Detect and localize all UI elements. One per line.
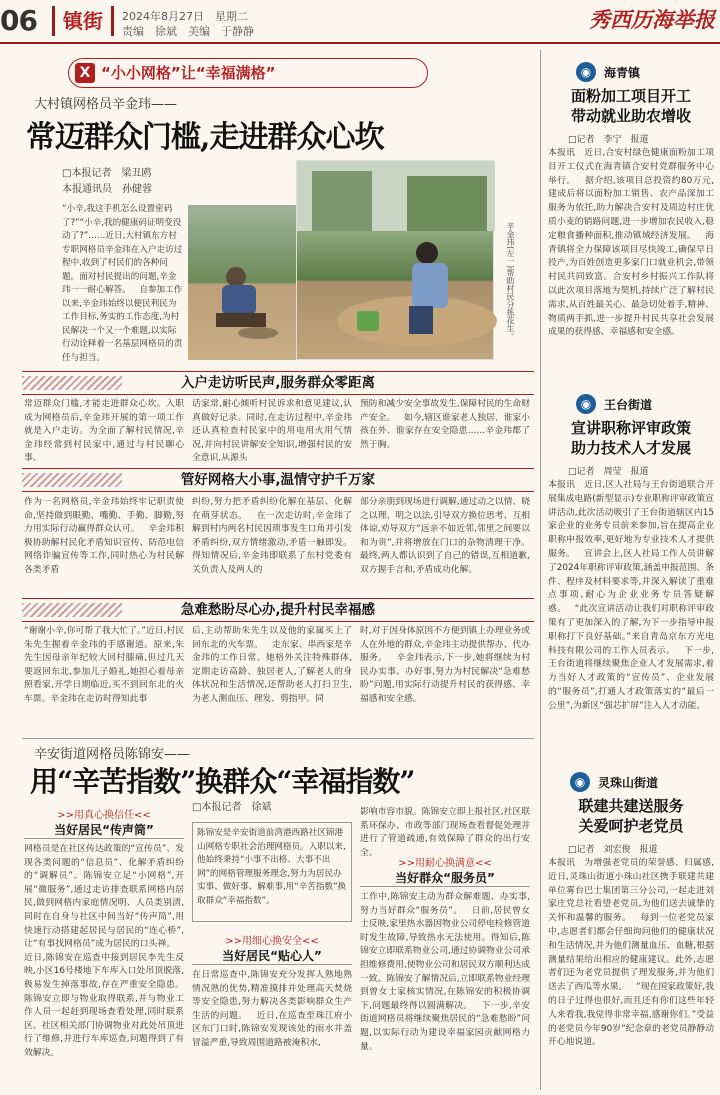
column-divider: [540, 50, 541, 1090]
article2-col2: [192, 800, 352, 1091]
article2-byline: □本报记者 徐斌: [192, 802, 272, 813]
story-title-line2: 带动就业助农增收: [570, 107, 691, 125]
place-name: 王台街道: [604, 398, 653, 412]
story-byline: □记者 周莹 报道: [568, 467, 649, 477]
decor-stripe: [22, 376, 122, 390]
editors-line: 责编 徐斌 美编 于静静: [122, 25, 254, 38]
story-title-line1: 面粉加工项目开工: [570, 87, 691, 105]
article1-lead: “小辛,我这手机怎么设置密码了?”“小辛,我的健康码证明变没动了?”……近日,大村镇东方村专职网格员辛金玮在入户走访过程中,收到了村民们的各种问题。面对村民提出的问题,辛金玮一一耐心解答。 自参加工作以来,辛金玮始终以便民利民为工作目标,务实的工作态度,为村民解决一个又一个难题,以实际行动诠释着一名基层网格员的责任与担当。: [62, 204, 183, 363]
col3-top-text: 影响市容市貌。陈锦安立即上报社区,社区联系环保办、市政等部门现场查看督促处理并进行了管道疏通,有效保障了群众的出行安全。: [360, 807, 530, 858]
col2-text: 在日常巡查中,陈锦安充分发挥人熟地熟情况熟的优势,精准摸排并处理高天焚烧等安全隐患,努力解决各类影响群众生产生活的问题。 近日,在巡查至珠江府小区东门口时,陈锦安发现该处的雨水井盖冒溢严重,导致周围道路被淹积水,: [192, 970, 352, 1048]
col2-label: >>用细心换安全<<: [225, 936, 319, 947]
peanut-sorting-photo-icon: [297, 161, 495, 361]
sidebar-place-header: [548, 770, 714, 796]
col1-text: 网格员是在社区传达政策的“宣传员”、发现各类问题的“信息员”、化解矛盾纠纷的“调解员”。陈锦安立足“小网格”,开展“微服务”,通过走访排查联系网格内居民,做到网格内家庭情况明、人员类别清,同时在自身与社区中间当好“传声筒”,用快速行动搭建起居民与居民的“连心桥”,让“有事找网格员”成为居民的口头禅。 近日,陈锦安在巡查中接到居民李先生反映,小区16号楼地下车库入口处吊顶脱落,极易发生掉落事故,存在严重安全隐患。陈锦安立即与物业取得联系,并与物业工作人员一起赶到现场查看处理,同时联系区、社区相关部门协调物业对此处吊顶进行了维修,并进行车库巡查,问题得到了有效解决。: [24, 844, 184, 1058]
col3-label: >>用耐心换满意<<: [398, 858, 492, 869]
farmer-photo-icon: [188, 205, 298, 360]
location-pin-icon: ◉: [570, 772, 590, 792]
photo-caption: 辛金玮(左一)帮助村民分拣花生。: [506, 222, 515, 341]
subhead-urgent-text: 急难愁盼尽心办,提升村民幸福感: [180, 602, 376, 618]
sidebar-place-header: [548, 60, 714, 86]
article-divider: [22, 738, 534, 739]
page-number: 06: [0, 4, 37, 37]
article1-kicker: 大村镇网格员辛金玮——: [34, 97, 178, 112]
col3-subtitle: 当好群众“服务员”: [360, 869, 530, 887]
sidebar-story-lingzhushan: [548, 770, 714, 1092]
date: 2024年8月27日: [122, 10, 204, 23]
article2-col3: [360, 806, 530, 1091]
subhead-visit: [22, 371, 534, 395]
sub2-col1: 作为一名网格员,辛金玮始终牢记职责使命,坚持做到眼勤、嘴勤、手勤、脚勤,努力用实际行动赢得群众认可。 辛金玮积极协助解村民化矛盾知识宣传、防范电信网络诈骗宣传等工作,同时热心为村民解各类矛盾: [24, 497, 184, 575]
place-name: 灵珠山街道: [598, 776, 659, 790]
sidebar-story-wangtai: [548, 392, 714, 762]
byline-correspondent: 本报通讯员 孙健蓉: [62, 184, 152, 195]
subhead-grid: [22, 468, 534, 492]
byline-reporter: □本报记者 梁丑鸥: [62, 168, 152, 179]
article2-col1: [24, 806, 184, 1091]
issue-date: [122, 8, 248, 24]
place-name: 海青镇: [604, 66, 641, 80]
weekday: 星期二: [215, 10, 248, 23]
decor-stripe: [22, 603, 122, 617]
story-text: 本报讯 近日,区人社局与王台街道联合开展集成电路(新型显示)专业职称评审政策宣讲活动,此次活动吸引了王台街道辖区内15家企业的业务专员前来参加,旨在提高企业职称申报效率,更好地为专业技术人才提供服务。 宣讲会上,区人社局工作人员讲解了2024年职称评审政策,涵盖申报范围、条件、程序及材料要求等,并深入解读了重难点事项,耐心为企业业务专员答疑解惑。 “此次宣讲活动让我们对职称评审政策有了更加深入的了解,为下一步指导申报职称打下良好基础。”来自青岛京东方光电科技有限公司的工作人员表示。 下一步,王台街道将继续聚焦企业人才发展需求,着力当好人才政策的“宣传员”、企业发展的“服务员”,打通人才政策落实的“最后一公里”,为新区“强芯扩屏”注入人才动能。: [548, 480, 714, 711]
story-byline: □记者 刘宏俊 报道: [568, 845, 658, 855]
article1-byline: [62, 166, 172, 198]
article2-quote: 陈锦安是辛安街道前湾港西路社区锦港山网格专职社会治理网格员。入职以来,他始终秉持“小事不出格、大事不出网”的网格管理服务理念,努力为居民办实事、做好事、解难事,用“辛苦指数”换取群众“幸福指数”。: [192, 822, 352, 922]
decor-stripe: [22, 473, 122, 487]
sub2-col3: 部分亲朋到现场进行调解,通过动之以情、晓之以理、明之以法,引导双方换位思考、互相体谅,劝导双方“远亲不如近邻,邻里之间要以和为贵”,并将增放在门口的杂物清理干净。最终,两人都认识到了自己的错误,互相道歉,双方握手言和,矛盾成功化解。: [360, 497, 530, 575]
col2-subtitle: 当好居民“贴心人”: [192, 947, 352, 965]
location-pin-icon: ◉: [576, 394, 596, 414]
ribbon-text: “小小网格”让“幸福满格”: [101, 64, 276, 82]
sub3-col3: 时,对于因身体原因不方便到镇上办理业务或人在外地的群众,辛金玮主动提供帮办、代办服务。 辛金玮表示,下一步,她将继续为村民办实事、办好事,努力为村民解决“急难愁盼”问题,用实际行动提升村民的获得感、幸福感和安全感。: [360, 626, 530, 704]
sidebar-story-haiqing: [548, 60, 714, 385]
article1-headline: 常迈群众门槛,走进群众心坎: [26, 120, 384, 155]
news-photo-main: [296, 160, 494, 360]
news-photo-left: [188, 205, 298, 360]
story-byline: □记者 李宁 报道: [568, 135, 649, 145]
section-name: 镇街: [52, 6, 114, 36]
story-title-line1: 联建共建送服务: [578, 797, 684, 815]
story-title-line2: 关爱呵护老党员: [578, 817, 684, 835]
sidebar-place-header: [548, 392, 714, 418]
sub3-col1: “谢谢小辛,你可帮了我大忙了。”近日,村民朱先生握着辛金玮的手感谢道。原来,朱先生因母亲年纪较大回村膝痛,但过几天要返回东北,参加儿子婚礼,她担心着母亲照看家,开学日期临近,买不到回东北的火车票。辛金玮在走访时得知此事: [24, 626, 184, 704]
story-text: 本报讯 为增强老党员的荣誉感、归属感,近日,灵珠山街道小珠山社区携手联建共建单位雾台巴士集团第三分公司,一起走进刘家庄党总社看望老党员,为他们送去诚挚的关怀和温馨的服务。 每到一位老党员家中,志愿者们都会仔细询问他们的健康状况和生活情况,并为他们测量血压、血糖,根据测量结果给出相应的健康建议。此外,志愿者们还为老党员提供了理发服务,并为他们送去了西瓜等水果。 “现在国家政策好,我的日子过得也很好,而且还有你们这些年轻人来看我,我觉得非常幸福,感谢你们。”受益的老党员今年90岁“纪念章的老党员静静动开心地说道。: [548, 858, 714, 1048]
sub1-col1: 常迈群众门槛,才能走进群众心坎。入职成为网格员后,辛金玮开展的第一项工作就是入户走访。为全面了解村民情况,辛金玮经常到村民家中,通过与村民聊心事、: [24, 399, 184, 464]
newspaper-logo: 秀西历海举报: [589, 7, 715, 32]
col3-text: 工作中,陈锦安主动为群众解难题、办实事,努力当好群众“服务员”。 日前,居民曾女士反映,家里热水器因物业公司停电检修管道时发生故障,导致热水无法使用。得知后,陈锦安立即联系物业公司,通过协调物业公司承担维修费用,使物业公司和居民双方顺利达成一致。陈锦安了解情况后,立即联系物业经理到曾女士家核实情况,在陈锦安的积极协调下,问题最终得以圆满解决。 下一步,辛安街道网格员将继续聚焦居民的“急难愁盼”问题,以实际行动为建设幸福家园贡献网格力量。: [360, 892, 530, 1052]
topic-ribbon: [68, 58, 428, 88]
location-pin-icon: ◉: [576, 62, 596, 82]
subhead-visit-text: 入户走访听民声,服务群众零距离: [180, 375, 376, 391]
sub1-col3: 预防和减少安全事故发生,保障村民的生命财产安全。 如今,辖区谁家老人独居、谁家小孩在外、谁家存在安全隐患……辛金玮都了然于胸。: [360, 399, 530, 450]
subhead-urgent: [22, 598, 534, 622]
story-text: 本报讯 近日,合安村绿色健康面粉加工项目开工仪式在海青镇合安村党群服务中心举行。 据介绍,该项目总投资约80万元,建成后将以面粉加工销售、农产品深加工服务为依托,助力解决合安村及周边村庄优质小麦的销路问题,进一步增加农民收入,稳定粮食播种面积,推动镇域经济发展。 海青镇将全力保障该项目尽快竣工,确保早日投产,为百姓创造更多家门口就业机会,带领村民共同致富。合安村乡村振兴工作队将以此次项目落地为契机,持续广泛了解村民需求,从百姓最关心、最急切处着手,精神、物质两手抓,进一步提升村民共享社会发展成果的获得感、幸福感和安全感。: [548, 148, 714, 338]
sub2-col2: 纠纷,努力把矛盾纠纷化解在基层、化解在萌芽状态。 在一次走访时,辛金玮了解到村内两名村民因琐事发生口角并引发矛盾纠纷,双方情绪激动,矛盾一触即发。得知情况后,辛金玮即联系了东村党委有关负责人及两人的: [192, 497, 352, 575]
col1-subtitle: 当好居民“传声筒”: [24, 821, 184, 839]
article2-headline: 用“辛苦指数”换群众“幸福指数”: [30, 765, 415, 798]
ribbon-mark-icon: X: [75, 63, 95, 83]
article2-kicker: 辛安街道网格员陈锦安——: [34, 747, 191, 762]
story-title-line1: 宣讲职称评审政策: [570, 419, 691, 437]
col1-label: >>用真心换信任<<: [57, 810, 151, 821]
sub3-col2: 后,主动帮助朱先生以及他的家属买上了回东北的火车票。 走东家、串西家是辛金玮的工作日常。她格外关注特殊群体,定期走访高龄、独居老人,了解老人的身体状况和生活情况,还帮助老人打扫卫生,为老人测血压、理发、剪指甲。同: [192, 626, 352, 704]
page-header: [0, 0, 720, 44]
subhead-grid-text: 管好网格大小事,温情守护千万家: [180, 472, 376, 488]
story-title-line2: 助力技术人才发展: [570, 439, 691, 457]
sub1-col2: 话家常,耐心倾听村民诉求和意见建议,认真做好记录。同时,在走访过程中,辛金玮还认真检查村民家中的用电用火用气情况,并向村民讲解安全知识,增强村民的安全意识,从源头: [192, 399, 352, 464]
